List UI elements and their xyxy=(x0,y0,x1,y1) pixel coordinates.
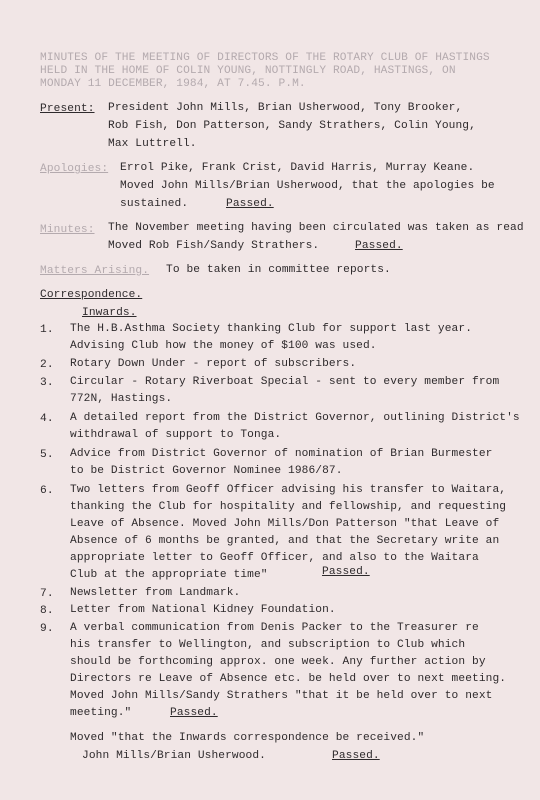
item-line: Leave of Absence. Moved John Mills/Don Patterson "that Leave of xyxy=(70,518,500,530)
present-line-1: President John Mills, Brian Usherwood, Tony Brooker, xyxy=(108,102,463,114)
item-number: 6. xyxy=(40,485,54,497)
item-number: 7. xyxy=(40,588,54,600)
closing-passed: Passed. xyxy=(332,750,380,762)
minutes-line-1: The November meeting having been circulated was taken as read xyxy=(108,222,524,234)
item-line: Absence of 6 months be granted, and that the Secretary write an xyxy=(70,535,500,547)
apologies-line-2: Moved John Mills/Brian Usherwood, that the apologies be xyxy=(120,180,495,192)
item-number: 3. xyxy=(40,377,54,389)
header-line-2: HELD IN THE HOME OF COLIN YOUNG, NOTTINGLY ROAD, HASTINGS, ON xyxy=(40,65,456,77)
item-line: appropriate letter to Geoff Officer, and also to the Waitara xyxy=(70,552,479,564)
matters-arising-label: Matters Arising. xyxy=(40,265,150,277)
item-line: thanking the Club for hospitality and fellowship, and requesting xyxy=(70,501,507,513)
item-line: Letter from National Kidney Foundation. xyxy=(70,604,336,616)
header-line-3: MONDAY 11 DECEMBER, 1984, AT 7.45. P.M. xyxy=(40,78,306,90)
item-line: Moved John Mills/Sandy Strathers "that it be held over to next xyxy=(70,690,493,702)
present-line-2: Rob Fish, Don Patterson, Sandy Strathers, Colin Young, xyxy=(108,120,476,132)
apologies-line-3: sustained. xyxy=(120,198,189,210)
item-line: his transfer to Wellington, and subscription to Club which xyxy=(70,639,466,651)
inwards-subheading: Inwards. xyxy=(82,307,137,319)
minutes-label: Minutes: xyxy=(40,224,95,236)
item-passed: Passed. xyxy=(170,707,218,719)
correspondence-heading: Correspondence. xyxy=(40,289,143,301)
item-line: Advice from District Governor of nomination of Brian Burmester xyxy=(70,448,493,460)
matters-arising-text: To be taken in committee reports. xyxy=(166,264,391,276)
item-line: to be District Governor Nominee 1986/87. xyxy=(70,465,343,477)
item-line: A verbal communication from Denis Packer to the Treasurer re xyxy=(70,622,479,634)
item-number: 1. xyxy=(40,324,54,336)
apologies-passed: Passed. xyxy=(226,198,274,210)
present-line-3: Max Luttrell. xyxy=(108,138,197,150)
item-line: meeting." xyxy=(70,707,132,719)
item-line: Rotary Down Under - report of subscribers. xyxy=(70,358,357,370)
item-number: 5. xyxy=(40,449,54,461)
item-number: 8. xyxy=(40,605,54,617)
minutes-line-2: Moved Rob Fish/Sandy Strathers. xyxy=(108,240,320,252)
item-number: 9. xyxy=(40,623,54,635)
item-line: The H.B.Asthma Society thanking Club for support last year. xyxy=(70,323,473,335)
item-line: Directors re Leave of Absence etc. be held over to next meeting. xyxy=(70,673,507,685)
item-line: 772N, Hastings. xyxy=(70,393,173,405)
minutes-passed: Passed. xyxy=(355,240,403,252)
item-line: Advising Club how the money of $100 was used. xyxy=(70,340,377,352)
header-line-1: MINUTES OF THE MEETING OF DIRECTORS OF THE ROTARY CLUB OF HASTINGS xyxy=(40,52,490,64)
apologies-label: Apologies: xyxy=(40,163,109,175)
item-line: Two letters from Geoff Officer advising his transfer to Waitara, xyxy=(70,484,507,496)
item-line: Circular - Rotary Riverboat Special - sent to every member from xyxy=(70,376,500,388)
present-label: Present: xyxy=(40,103,95,115)
apologies-line-1: Errol Pike, Frank Crist, David Harris, Murray Keane. xyxy=(120,162,475,174)
item-number: 2. xyxy=(40,359,54,371)
item-line: Club at the appropriate time" xyxy=(70,569,268,581)
closing-motion-line-2: John Mills/Brian Usherwood. xyxy=(82,750,266,762)
item-number: 4. xyxy=(40,413,54,425)
closing-motion-line-1: Moved "that the Inwards correspondence be received." xyxy=(70,732,425,744)
item-line: Newsletter from Landmark. xyxy=(70,587,241,599)
item-line: A detailed report from the District Governor, outlining District's xyxy=(70,412,520,424)
item-line: should be forthcoming approx. one week. Any further action by xyxy=(70,656,486,668)
item-line: withdrawal of support to Tonga. xyxy=(70,429,282,441)
item-passed: Passed. xyxy=(322,566,370,578)
